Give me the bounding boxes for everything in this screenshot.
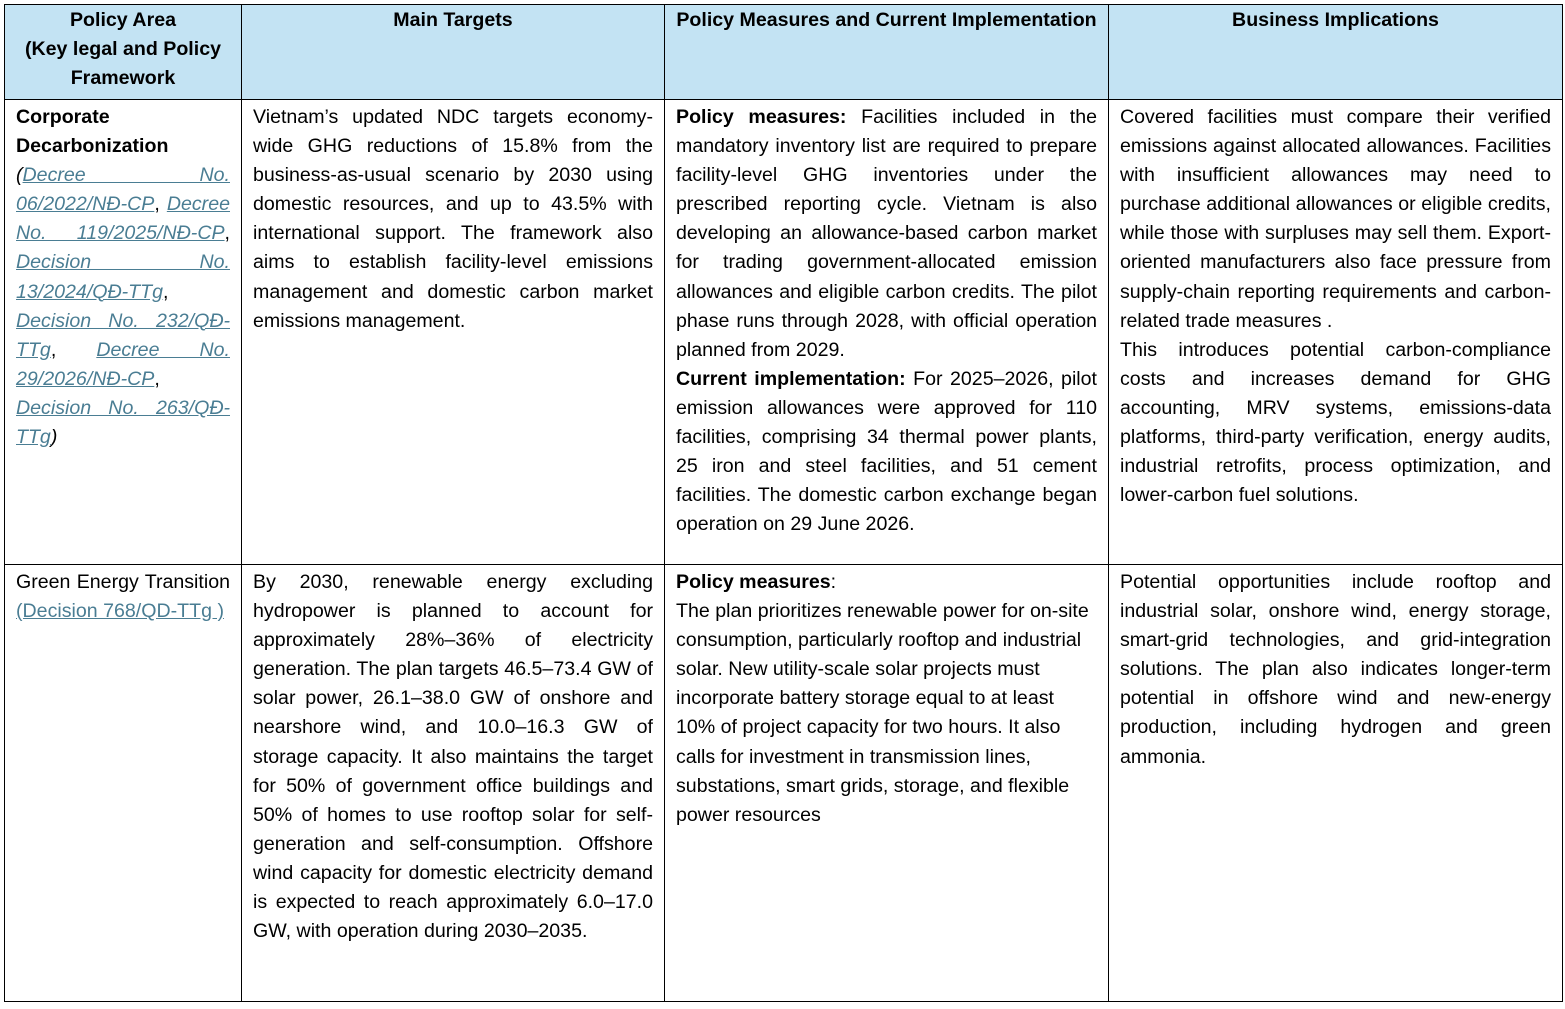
business-implications-cell: Covered facilities must compare their verified emissions against allocated allowances. Facilities with insufficient allowances may need to purchase additional allowances or eligible credits, while those with surpluses may sell them. Export-oriented manufacturers also face pressure from supply-chain reporting requirements and carbon-related trade measures . This introduces potential carbon-compliance costs and increases demand for GHG accounting, MRV systems, emissions-data platforms, third-party verification, energy audits, industrial retrofits, process optimization, and lower-carbon fuel solutions. [1109, 100, 1563, 565]
legal-ref-link[interactable]: Decision No. 263/QĐ-TTg [16, 396, 230, 449]
policy-table [4, 4, 1563, 1002]
business-implications-cell: Potential opportunities include rooftop and industrial solar, onshore wind, energy storage, smart-grid technologies, and grid-integration solutions. The plan also indicates longer-term potential in offshore wind and new-energy production, including hydrogen and green ammonia. [1109, 565, 1563, 1002]
main-targets-cell: Vietnam’s updated NDC targets economy-wide GHG reductions of 15.8% from the business-as-usual scenario by 2030 using domestic resources, and up to 43.5% with international support. The framework also aims to establish facility-level emissions management and domestic carbon market emissions management. [242, 100, 665, 565]
table-row [5, 100, 1563, 565]
legal-ref-link[interactable]: Decree No. 119/2025/NĐ-CP [16, 193, 230, 245]
policy-area-title: Green Energy Transition [16, 571, 230, 593]
header-main-targets: Main Targets [242, 5, 665, 100]
policy-measures-cell: Policy measures: The plan prioritizes renewable power for on-site consumption, particularly rooftop and industrial solar. New utility-scale solar projects must incorporate battery storage equal to at least 10% of project capacity for two hours. It also calls for investment in transmission lines, substations, smart grids, storage, and flexible power resources [665, 565, 1109, 1002]
legal-ref-link[interactable]: (Decision 768/QD-TTg ) [16, 600, 224, 623]
legal-ref-link[interactable]: Decree No. 06/2022/NĐ-CP [16, 164, 230, 216]
policy-area-cell [5, 565, 242, 1002]
header-business-implications: Business Implications [1109, 5, 1563, 100]
header-row [5, 5, 1563, 100]
policy-measures-cell: Policy measures: Facilities included in the mandatory inventory list are required to prepare facility-level GHG inventories under the prescribed reporting cycle. Vietnam is also developing an allowance-based carbon market for trading government-allocated emission allowances and eligible carbon credits. The pilot phase runs through 2028, with official operation planned from 2029. Current implementation: For 2025–2026, pilot emission allowances were approved for 110 facilities, comprising 34 thermal power plants, 25 iron and steel facilities, and 51 cement facilities. The domestic carbon exchange began operation on 29 June 2026. [665, 100, 1109, 565]
legal-ref-link[interactable]: Decree No. 29/2026/NĐ-CP [16, 338, 230, 390]
legal-ref-link[interactable]: Decision No. 13/2024/QĐ-TTg [16, 251, 230, 303]
policy-area-cell: Corporate Decarbonization (Decree No. 06/2022/NĐ-CP, Decree No. 119/2025/NĐ-CP, Decision No. 13/2024/QĐ-TTg, Decision No. 232/QĐ-TTg, Decree No. 29/2026/NĐ-CP, Decision No. 263/QĐ-TTg) [5, 100, 242, 565]
table-row [5, 565, 1563, 1002]
header-policy-area: Policy Area (Key legal and Policy Framework [5, 5, 242, 100]
main-targets-cell: By 2030, renewable energy excluding hydropower is planned to account for approximately 28%–36% of electricity generation. The plan targets 46.5–73.4 GW of solar power, 26.1–38.0 GW of onshore and nearshore wind, and 10.0–16.3 GW of storage capacity. It also maintains the target for 50% of government office buildings and 50% of homes to use rooftop solar for self-generation and self-consumption. Offshore wind capacity for domestic electricity demand is expected to reach approximately 6.0–17.0 GW, with operation during 2030–2035. [242, 565, 665, 1002]
legal-ref-link[interactable]: Decision No. 232/QĐ-TTg [16, 309, 230, 361]
policy-area-title: Corporate Decarbonization [16, 106, 169, 158]
header-policy-measures: Policy Measures and Current Implementation [665, 5, 1109, 100]
